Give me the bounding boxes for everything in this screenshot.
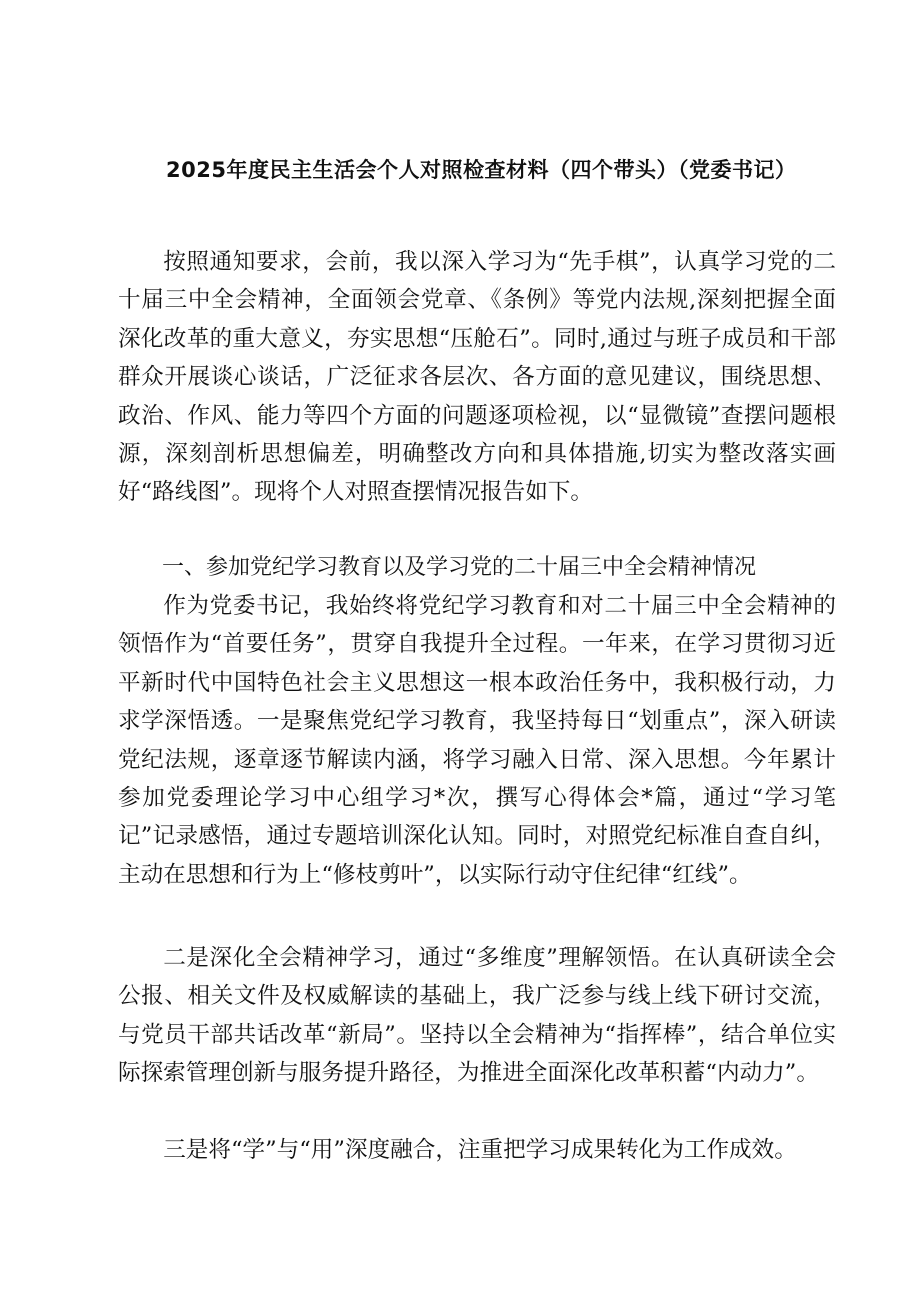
document-title: 2025年度民主生活会个人对照检查材料（四个带头）（党委书记） [166, 158, 797, 182]
section-paragraph-block [118, 587, 836, 894]
section-paragraph-block [118, 939, 836, 1093]
section-heading: 一、参加党纪学习教育以及学习党的二十届三中全会精神情况 [162, 555, 757, 580]
section-paragraph: 作为党委书记，我始终将党纪学习教育和对二十届三中全会精神的领悟作为“首要任务”，贯穿自我提升全过程。一年来，在学习贯彻习近平新时代中国特色社会主义思想这一根本政治任务中，我积极行动，力求学深悟透。一是聚焦党纪学习教育，我坚持每日“划重点”，深入研读党纪法规，逐章逐节解读内涵，将学习融入日常、深入思想。今年累计参加党委理论学习中心组学习*次，撰写心得体会*篇，通过“学习笔记”记录感悟，通过专题培训深化认知。同时，对照党纪标准自查自纠，主动在思想和行为上“修枝剪叶”，以实际行动守住纪律“红线”。 [118, 593, 836, 888]
section-paragraph-block [118, 1131, 836, 1169]
section-paragraph: 二是深化全会精神学习，通过“多维度”理解领悟。在认真研读全会公报、相关文件及权威解读的基础上，我广泛参与线上线下研讨交流，与党员干部共话改革“新局”。坚持以全会精神为“指挥棒”，结合单位实际探索管理创新与服务提升路径，为推进全面深化改革积蓄“内动力”。 [118, 945, 836, 1087]
intro-paragraph: 按照通知要求，会前，我以深入学习为“先手棋”，认真学习党的二十届三中全会精神，全面领会党章、《条例》等党内法规,深刻把握全面深化改革的重大意义，夯实思想“压舱石”。同时,通过与班子成员和干部群众开展谈心谈话，广泛征求各层次、各方面的意见建议，围绕思想、政治、作风、能力等四个方面的问题逐项检视，以“显微镜”查摆问题根源，深刻剖析思想偏差，明确整改方向和具体措施,切实为整改落实画好“路线图”。现将个人对照查摆情况报告如下。 [118, 249, 836, 506]
section-paragraph: 三是将“学”与“用”深度融合，注重把学习成果转化为工作成效。 [163, 1137, 797, 1163]
intro-paragraph-block [118, 243, 836, 512]
